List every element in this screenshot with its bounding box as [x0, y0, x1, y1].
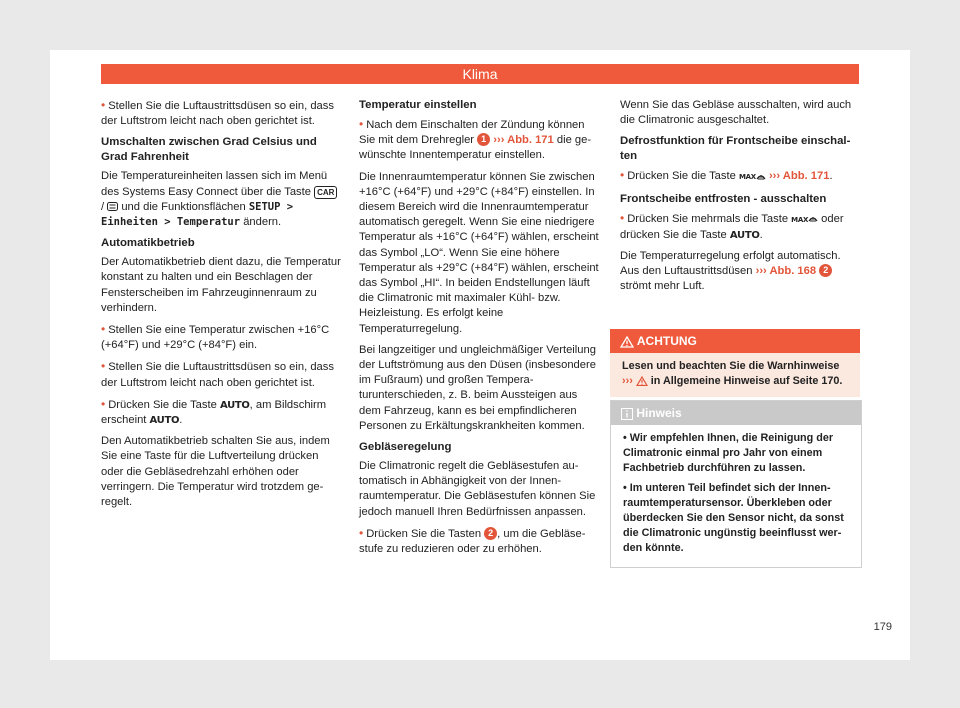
defrost-icon [808, 214, 818, 223]
bullet-icon: • [359, 117, 364, 131]
heading-defrost-ein: Defrostfunktion für Frontscheibe einschalten [620, 135, 851, 163]
page-number: 179 [873, 621, 892, 633]
bullet-paragraph: • Nach dem Einschalten der Zündung können Sie mit dem Drehregler 1 ››› Abb. 171 die gewünschte Innentemperatur einstellen. [359, 117, 592, 162]
heading-automatikbetrieb: Automatikbetrieb [101, 237, 195, 250]
callout-number: 1 [477, 133, 490, 146]
bullet-icon: • [620, 168, 625, 183]
note-body [611, 425, 861, 567]
column-1 [101, 98, 341, 516]
warning-box [610, 329, 860, 397]
note-header [611, 401, 861, 425]
bullet-paragraph: • Drücken Sie die Taste AUTO, am Bildschirm erscheint AUTO. [101, 396, 327, 427]
note-title: Hinweis [636, 406, 682, 420]
bullet-paragraph: • Drücken Sie mehrmals die Taste MAX oder drücken Sie die Taste AUTO. [620, 210, 844, 241]
warning-triangle-icon [636, 376, 648, 386]
warning-triangle-icon [620, 336, 634, 348]
warning-header [610, 329, 860, 353]
bullet-icon: • [101, 322, 106, 337]
bullet-icon: • [620, 210, 625, 225]
auto-key-icon: AUTO [219, 399, 250, 411]
section-header: Klima [101, 64, 859, 84]
bullet-paragraph: • Drücken Sie die Tasten 2 , um die Gebläsestufe zu reduzieren oder zu erhöhen. [359, 525, 586, 556]
paragraph: Der Automatikbetrieb dient dazu, die Temperatur konstant zu halten und ein Beschlagen der Fensterscheiben im Fahrzeuginnenraum zu verhindern. [101, 256, 341, 314]
column-3 [620, 98, 860, 301]
paragraph: Bei langzeitiger und ungleichmäßiger Verteilung der Luftströmung aus den Düsen (insbesondere im Fußraum) und großen Temperaturunterschieden, z. B. beim Aussteigen aus dem Fahrzeug, kann es bei empfindlicheren Personen zu Erkältungskrankheiten kommen. [359, 343, 596, 432]
paragraph: Die Climatronic regelt die Gebläsestufen automatisch in Abhängigkeit von der Innenraumtemperatur. Die Gebläsestufen können Sie jedoch manuell Ihren Bedürfnissen anpassen. [359, 460, 596, 518]
bullet-icon: • [101, 396, 106, 411]
settings-icon [107, 202, 118, 211]
bullet-icon: • [101, 98, 106, 112]
bullet-icon: • [359, 525, 364, 540]
list-item: • Im unteren Teil befindet sich der Innenraumtemperatursensor. Überkleben oder überdecken Sie den Sensor nicht, da sonst die Climatronic ungünstig beeinflusst werden könnte. [623, 482, 844, 554]
bullet-paragraph: • Stellen Sie die Luftaustrittsdüsen so ein, dass der Luftstrom leicht nach oben gerichtet ist. [101, 359, 334, 389]
auto-key-icon: AUTO [729, 229, 760, 241]
bullet-paragraph: • Stellen Sie eine Temperatur zwischen +16°C (+64°F) und +29°C (+84°F) ein. [101, 322, 330, 352]
list-item: • Wir empfehlen Ihnen, die Reinigung der Climatronic einmal pro Jahr von einem Fachbetrieb durchführen zu lassen. [623, 432, 834, 474]
max-defrost-key-icon: MAX [738, 173, 756, 182]
menu-path: SETUP > Einheiten > Temperatur [101, 200, 294, 229]
heading-temperatur: Temperatur einstellen [359, 99, 477, 111]
max-defrost-key-icon: MAX [791, 215, 809, 224]
bullet-paragraph: • Stellen Sie die Luftaustrittsdüsen so ein, dass der Luftstrom leicht nach oben gerichtet ist. [101, 98, 334, 128]
figure-link[interactable]: ››› Abb. 171 [768, 170, 830, 183]
auto-display: AUTO [149, 415, 180, 427]
column-2 [359, 98, 601, 563]
figure-link[interactable]: ››› Abb. 168 [755, 265, 817, 278]
warning-body: Lesen und beachten Sie die Warnhinweise ››› in Allgemeine Hinweise auf Seite 170. [610, 353, 860, 397]
defrost-icon [756, 172, 766, 181]
callout-number: 2 [819, 264, 832, 277]
heading-celsius-fahrenheit: Umschalten zwischen Grad Celsius und Grad Fahrenheit [101, 136, 317, 164]
paragraph: Die Innenraumtemperatur können Sie zwischen +16°C (+64°F) und +29°C (+84°F) einstellen. In diesem Bereich wird die Innenraumtemperatur automatisch geregelt. Wenn Sie eine niedrigere Temperatur als +16°C (+64°F) wählen, erscheint das Symbol „LO“. Wenn Sie eine höhere Temperatur als +29°C (+84°F) wählen, erscheint das Symbol „HI“. In beiden Endstellungen läuft die Climatronic mit maximaler Kühl- bzw. Heizleistung. Es erfolgt keine Temperaturregelung. [359, 170, 599, 335]
paragraph: Die Temperaturregelung erfolgt automatisch. Aus den Luftaustrittsdüsen ››› Abb. 168 2 strömt mehr Luft. [620, 250, 841, 293]
heading-defrost-aus: Frontscheibe entfrosten - ausschalten [620, 192, 827, 205]
car-key-icon: CAR [314, 186, 337, 199]
paragraph: Den Automatikbetrieb schalten Sie aus, indem Sie eine Taste für die Luftverteilung drücken oder die Gebläsedrehzahl erhöhen oder verringern. Die Temperatur wird trotzdem geregelt. [101, 435, 330, 509]
paragraph: Wenn Sie das Gebläse ausschalten, wird auch die Climatronic ausgeschaltet. [620, 99, 852, 127]
note-box [610, 400, 862, 568]
link-arrows[interactable]: ››› [622, 375, 633, 387]
bullet-icon: • [101, 359, 106, 374]
warning-title: ACHTUNG [636, 334, 697, 348]
bullet-paragraph: • Drücken Sie die Taste MAX ››› Abb. 171. [620, 168, 833, 183]
heading-geblaeseregelung: Gebläseregelung [359, 441, 452, 454]
info-icon [621, 408, 633, 420]
paragraph: Die Temperatureinheiten lassen sich im Menü des Systems Easy Connect über die Taste CAR / und die Funktionsflächen SETUP > Einheiten > Temperatur ändern. [101, 169, 341, 230]
figure-link[interactable]: ››› Abb. 171 [493, 134, 554, 147]
callout-number: 2 [484, 527, 497, 540]
